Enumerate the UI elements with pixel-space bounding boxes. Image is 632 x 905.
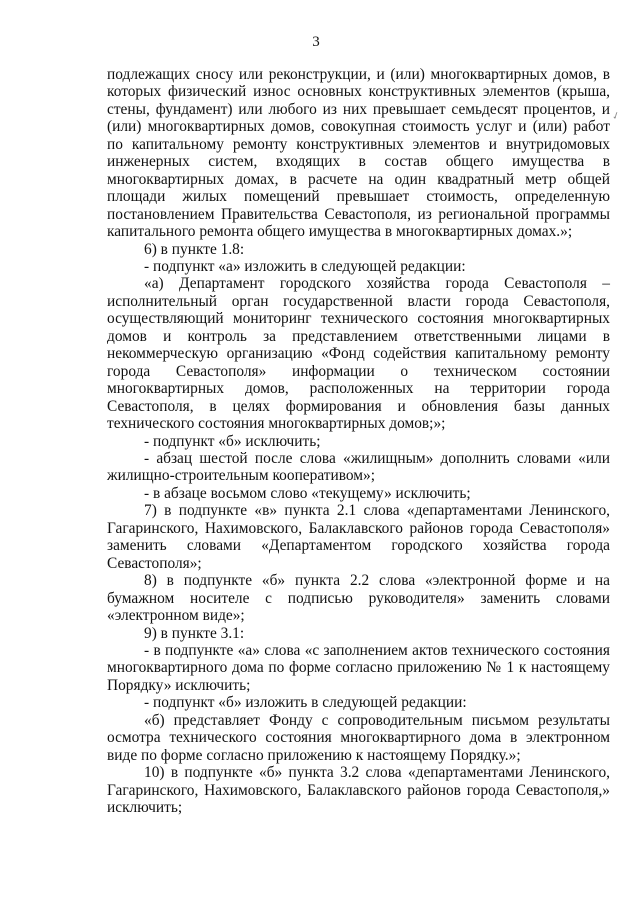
paragraph: - в подпункте «а» слова «с заполнением актов технического состояния многоквартирного дома по форме согласно приложению № 1 к настоящему Порядку» исключить; — [107, 641, 610, 694]
paragraph: - подпункт «б» изложить в следующей редакции: — [144, 694, 467, 712]
page-number: 3 — [312, 34, 320, 50]
paragraph: подлежащих сносу или реконструкции, и (или) многоквартирных домов, в которых физический износ основных конструктивных элементов (крыша, стены, фундамент) или любого из них превышает семьдесят процентов, и (или) многоквартирных домов, совокупная стоимость услуг и (или) работ по капитальному ремонту конструктивных элементов и внутридомовых инженерных систем, входящих в состав общего имущества в многоквартирных домах, в расчете на один квадратный метр общей площади жилых помещений превышает стоимость, определенную постановлением Правительства Севастополя, из региональной программы капитального ремонта общего имущества в многоквартирных домах.»; — [107, 66, 610, 241]
paragraph: 8) в подпункте «б» пункта 2.2 слова «электронной форме и на бумажном носителе с подписью руководителя» заменить словами «электронном виде»; — [107, 572, 610, 625]
paragraph: 6) в пункте 1.8: — [144, 240, 245, 258]
paragraph: - абзац шестой после слова «жилищным» дополнить словами «или жилищно-строительным кооперативом»; — [107, 449, 610, 485]
paragraph: - в абзаце восьмом слово «текущему» исключить; — [144, 484, 471, 502]
paragraph: «а) Департамент городского хозяйства города Севастополя – исполнительный орган государственной власти города Севастополя, осуществляющий мониторинг технического состояния многоквартирных домов и контроль за представлением ответственными лицами в некоммерческую организацию «Фонд содействия капитальному ремонту города Севастополя» информации о техническом состоянии многоквартирных домов, расположенных на территории города Севастополя, в целях формирования и обновления базы данных технического состояния многоквартирных домов;»; — [107, 275, 610, 433]
paragraph: - подпункт «б» исключить; — [144, 432, 321, 450]
paragraph: 7) в подпункте «в» пункта 2.1 слова «департаментами Ленинского, Гагаринского, Нахимовского, Балаклавского районов города Севастополя» заменить словами «Департаментом городского хозяйства города Севастополя»; — [107, 502, 610, 572]
document-body — [107, 66, 610, 816]
paragraph: 9) в пункте 3.1: — [144, 624, 245, 642]
paragraph: - подпункт «а» изложить в следующей редакции: — [144, 257, 466, 275]
pen-mark-icon: ✓ — [610, 109, 623, 124]
paragraph: «б) представляет Фонду с сопроводительным письмом результаты осмотра технического состояния многоквартирного дома в электронном виде по форме согласно приложению к настоящему Порядку.»; — [107, 711, 610, 764]
paragraph: 10) в подпункте «б» пункта 3.2 слова «департаментами Ленинского, Гагаринского, Нахимовского, Балаклавского районов города Севастополя,» исключить; — [107, 764, 610, 817]
